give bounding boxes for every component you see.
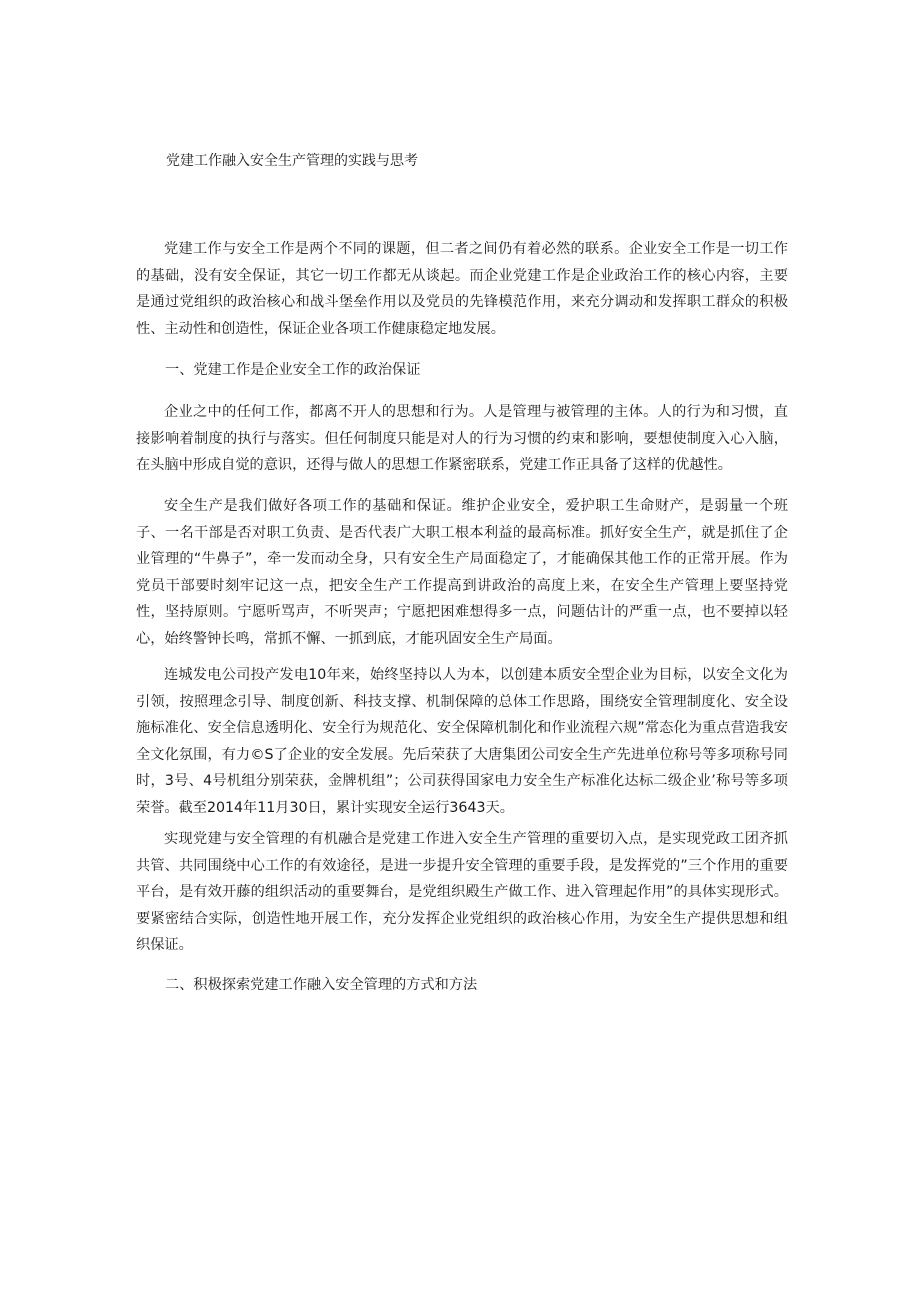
paragraph-section1-c: 连城发电公司投产发电10年来，始终坚持以人为本，以创建本质安全型企业为目标，以安全文化为引领，按照理念引导、制度创新、科技支撑、机制保障的总体工作思路，围绕安全管理制度化、安全设施标准化、安全信息透明化、安全行为规范化、安全保障机制化和作业流程六规”常态化为重点营造我安全文化氛围，有力©S了企业的安全发展。先后荣获了大唐集团公司安全生产先进单位称号等多项称号同时，3号、4号机组分别荣获，金牌机组”；公司获得国家电力安全生产标准化达标二级企业’称号等多项荣誉。截至2014年11月30日，累计实现安全运行3643天。 [136,667,788,816]
paragraph-intro: 党建工作与安全工作是两个不同的课题，但二者之间仍有着必然的联系。企业安全工作是一切工作的基础，没有安全保证，其它一切工作都无从谈起。而企业党建工作是企业政治工作的核心内容，主要是通过党组织的政治核心和战斗堡垒作用以及党员的先锋模范作用，来充分调动和发挥职工群众的积极性、主动性和创造性，保证企业各项工作健康稳定地发展。 [136,241,788,337]
paragraph-section1-d: 实现党建与安全管理的有机融合是党建工作进入安全生产管理的重要切入点，是实现党政工团齐抓共管、共同围绕中心工作的有效途径，是进一步提升安全管理的重要手段，是发挥党的”三个作用的重要平台，是有效开藤的组织活动的重要舞台，是党组织殿生产做工作、进入管理起作用”的具体实现形式。要紧密结合实际，创造性地开展工作，充分发挥企业党组织的政治核心作用，为安全生产提供思想和组织保证。 [136,831,788,953]
document-title: 党建工作融入安全生产管理的实践与思考 [166,153,418,169]
paragraph-section1-a: 企业之中的任何工作，都离不开人的思想和行为。人是管理与被管理的主体。人的行为和习惯，直接影响着制度的执行与落实。但任何制度只能是对人的行为习惯的约束和影响，要想使制度入心入脑，在头脑中形成自觉的意识，还得与做人的思想工作紧密联系，党建工作正具备了这样的优越性。 [136,404,788,473]
section-heading-1: 一、党建工作是企业安全工作的政治保证 [165,362,421,378]
paragraph-section1-b: 安全生产是我们做好各项工作的基础和保证。维护企业安全，爱护职工生命财产，是弱量一个班子、一名干部是否对职工负责、是否代表广大职工根本利益的最高标准。抓好安全生产，就是抓住了企业管理的“牛鼻子”，牵一发而动全身，只有安全生产局面稳定了，才能确保其他工作的正常开展。作为党员干部要时刻牢记这一点，把安全生产工作提高到讲政治的高度上来，在安全生产管理上要坚持党性，坚持原则。宁愿听骂声，不听哭声；宁愿把困难想得多一点，问题估计的严重一点，也不要掉以轻心，始终警钟长鸣，常抓不懈、一抓到底，才能巩固安全生产局面。 [136,498,788,647]
section-heading-2: 二、积极探索党建工作融入安全管理的方式和方法 [165,977,478,993]
